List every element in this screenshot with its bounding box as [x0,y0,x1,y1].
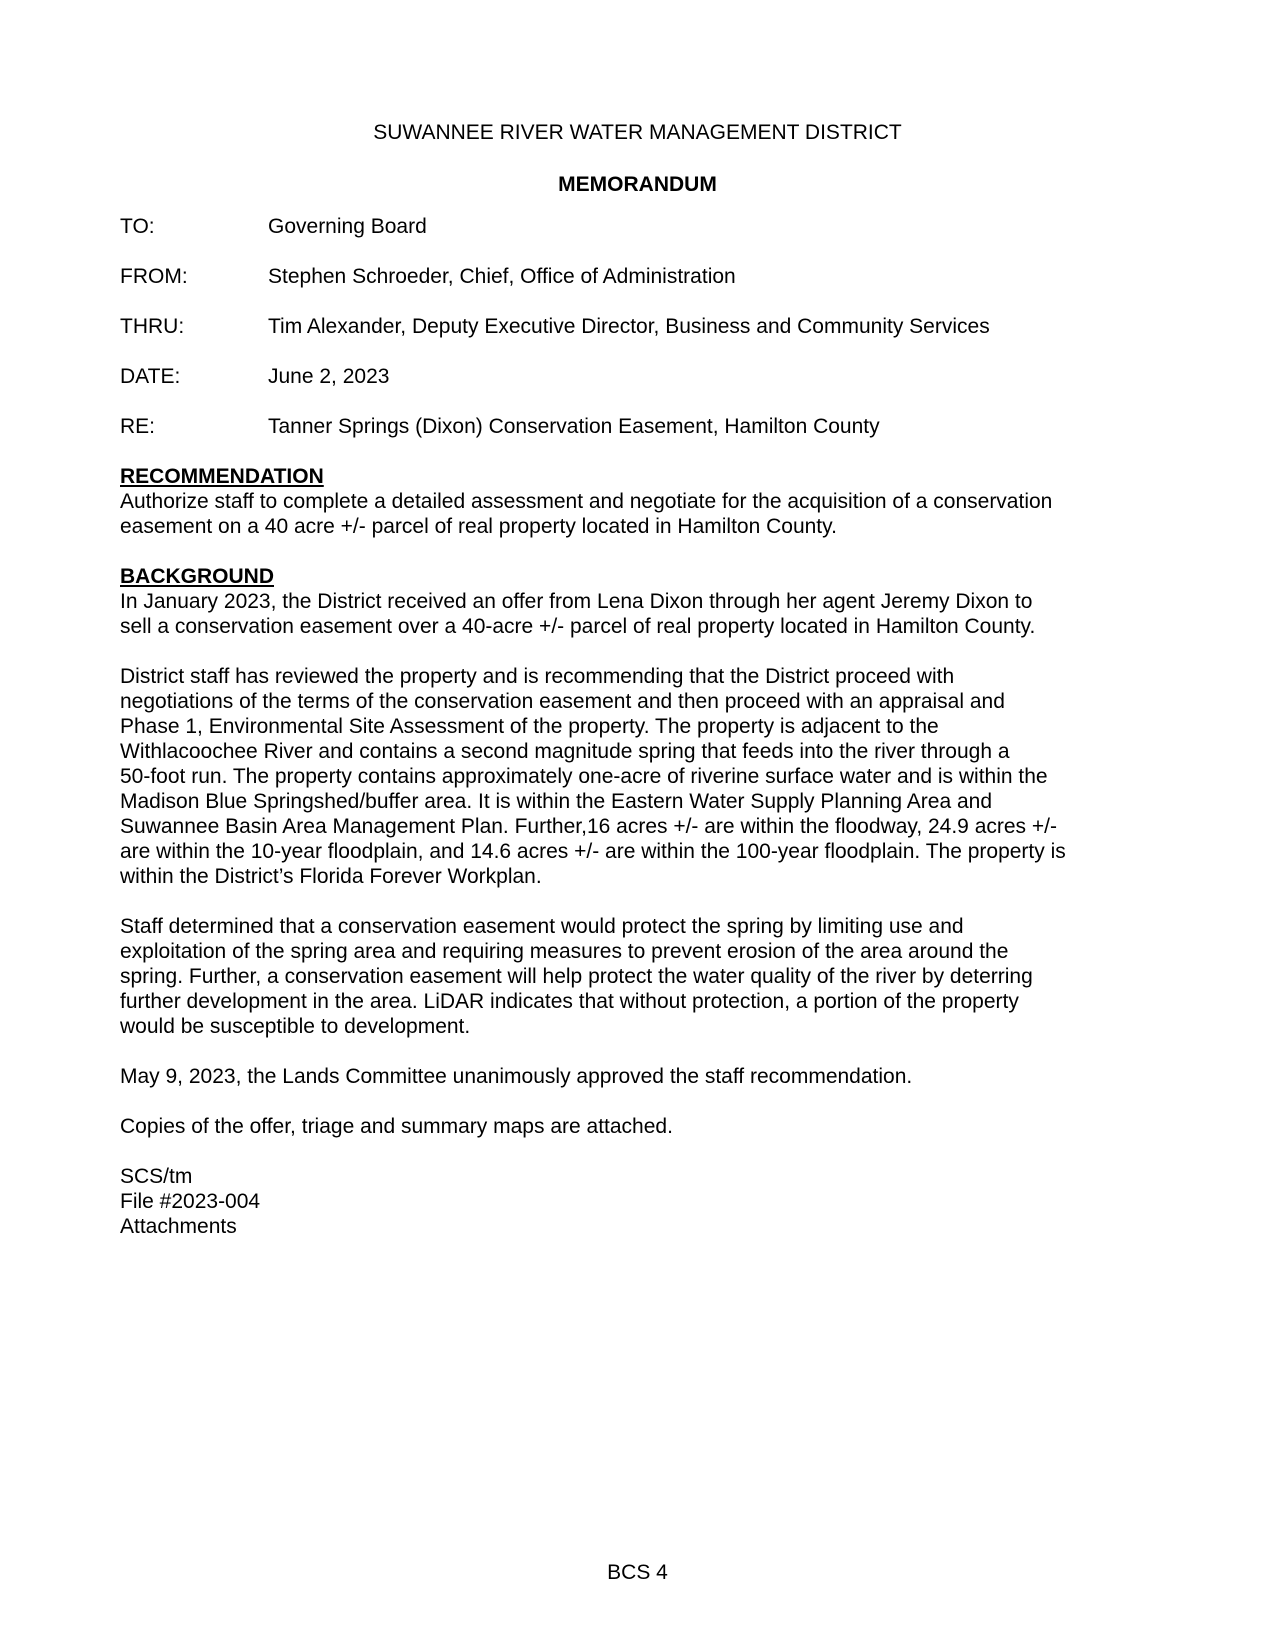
to-label: TO: [120,215,155,238]
background-paragraph-1 [120,589,1160,639]
thru-label: THRU: [120,315,185,338]
text-line: In January 2023, the District received an offer from Lena Dixon through her agent Jeremy Dixon to [120,590,1033,613]
recommendation-text [120,489,1160,539]
text-line: Suwannee Basin Area Management Plan. Further,16 acres +/- are within the floodway, 24.9 acres +/- [120,815,1057,838]
recommendation-section [120,464,1160,539]
text-line: negotiations of the terms of the conservation easement and then proceed with an appraisal and [120,690,1005,713]
thru-value: Tim Alexander, Deputy Executive Director, Business and Community Services [268,315,990,338]
text-line: Madison Blue Springshed/buffer area. It is within the Eastern Water Supply Planning Area and [120,790,993,813]
from-value: Stephen Schroeder, Chief, Office of Administration [268,265,736,288]
text-line: within the District’s Florida Forever Workplan. [120,865,542,888]
text-line: are within the 10-year floodplain, and 14.6 acres +/- are within the 100-year floodplain. The property is [120,840,1066,863]
memo-title: MEMORANDUM [558,173,717,196]
text-line: May 9, 2023, the Lands Committee unanimously approved the staff recommendation. [120,1065,913,1088]
date-value: June 2, 2023 [268,365,390,388]
date-label: DATE: [120,365,181,388]
to-value: Governing Board [268,215,427,238]
text-line: easement on a 40 acre +/- parcel of real property located in Hamilton County. [120,515,837,538]
text-line: Staff determined that a conservation easement would protect the spring by limiting use and [120,915,964,938]
text-line: Phase 1, Environmental Site Assessment of the property. The property is adjacent to the [120,715,939,738]
attachments-note: Attachments [120,1215,237,1238]
background-paragraph-2 [120,664,1160,889]
background-section [120,564,1160,639]
text-line: 50-foot run. The property contains approximately one-acre of riverine surface water and is within the [120,765,1048,788]
page-footer: BCS 4 [607,1561,668,1584]
text-line: spring. Further, a conservation easement will help protect the water quality of the river by deterring [120,965,1033,988]
closing-block [120,1164,1160,1239]
text-line: further development in the area. LiDAR indicates that without protection, a portion of the property [120,990,1019,1013]
text-line: sell a conservation easement over a 40-acre +/- parcel of real property located in Hamilton County. [120,615,1036,638]
background-paragraph-3 [120,914,1160,1039]
file-number: File #2023-004 [120,1190,261,1213]
re-label: RE: [120,415,156,438]
background-paragraph-5 [120,1114,1160,1139]
recommendation-heading: RECOMMENDATION [120,465,324,488]
text-line: Withlacoochee River and contains a second magnitude spring that feeds into the river through a [120,740,1010,763]
from-label: FROM: [120,265,188,288]
text-line: District staff has reviewed the property and is recommending that the District proceed with [120,665,955,688]
background-heading: BACKGROUND [120,565,274,588]
text-line: would be susceptible to development. [120,1015,471,1038]
text-line: Authorize staff to complete a detailed assessment and negotiate for the acquisition of a conservation [120,490,1053,513]
text-line: Copies of the offer, triage and summary maps are attached. [120,1115,673,1138]
author-initials: SCS/tm [120,1165,193,1188]
background-paragraph-4 [120,1064,1160,1089]
organization-name: SUWANNEE RIVER WATER MANAGEMENT DISTRICT [373,121,902,144]
text-line: exploitation of the spring area and requiring measures to prevent erosion of the area around the [120,940,1009,963]
re-value: Tanner Springs (Dixon) Conservation Easement, Hamilton County [268,415,880,438]
